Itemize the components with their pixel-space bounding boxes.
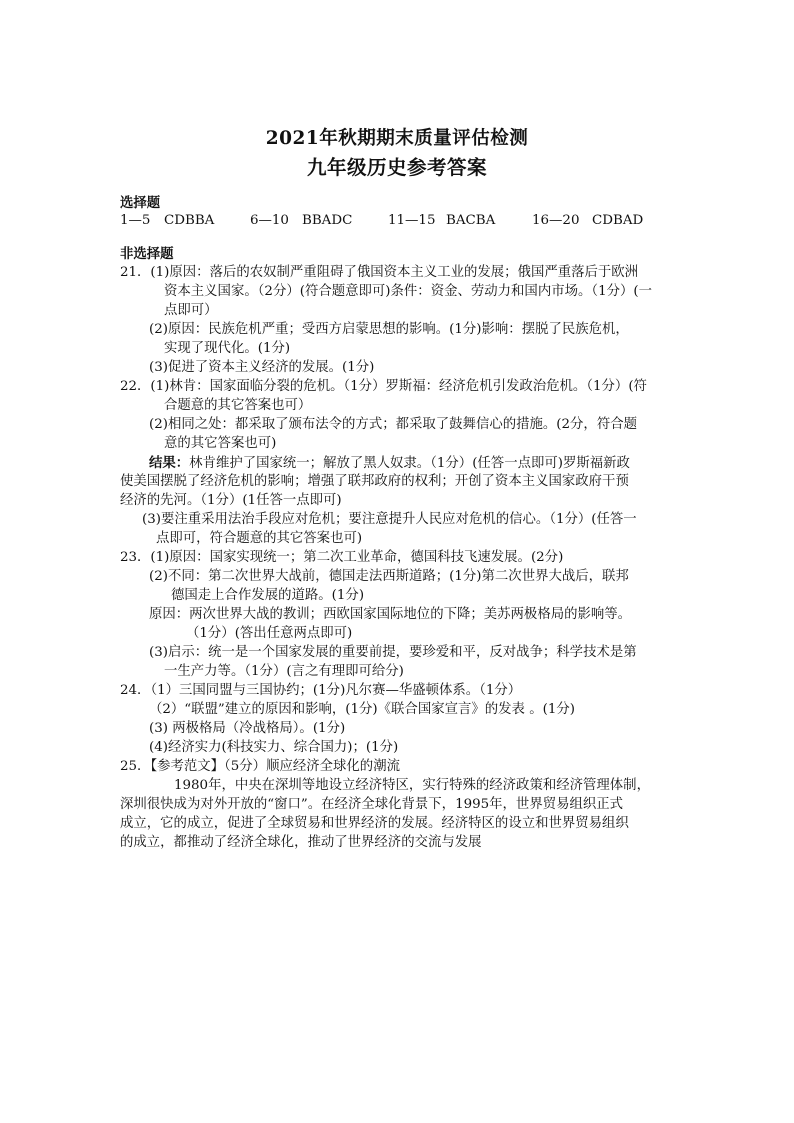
answer-line: 合题意的其它答案也可）: [164, 398, 312, 413]
answer-line: (2)不同：第二次世界大战前，德国走法西斯道路；(1分)第二次世界大战后，联邦: [149, 569, 629, 584]
answer-line: 德国走上合作发展的道路。(1分): [171, 588, 365, 603]
answer-range: 1—5: [120, 213, 151, 228]
answer-line: 点即可，符合题意的其它答案也可): [156, 531, 363, 546]
section-heading-choice: 选择题: [120, 195, 161, 211]
answer-range: 16—20: [532, 213, 580, 228]
answer-line: (4)经济实力(科技实力、综合国力)；(1分): [149, 740, 399, 755]
page-subtitle: 九年级历史参考答案: [306, 156, 487, 179]
answer-line: 22．(1)林肯：国家面临分裂的危机。（1分）罗斯福：经济危机引发政治危机。（1分）(符: [120, 379, 647, 394]
answer-line: 一生产力等。（1分）(言之有理即可给分): [164, 664, 404, 679]
answer-line: (3)要注重采用法治手段应对危机；要注意提升人民应对危机的信心。（1分）(任答一: [142, 512, 637, 527]
answer-line-result: [149, 454, 630, 473]
answer-line: 25．【参考范文】（5分）顺应经济全球化的潮流: [120, 759, 400, 774]
answer-range: 11—15: [388, 213, 436, 228]
answer-line: （1分）(答出任意两点即可): [186, 626, 353, 641]
answer-line-text: 林肯维护了国家统一；解放了黑人奴隶。（1分）(任答一点即可)罗斯福新政: [189, 456, 630, 471]
answer-line: 深圳很快成为对外开放的“窗口”。在经济全球化背景下，1995年，世界贸易组织正式: [120, 797, 624, 812]
answer-line: 点即可）: [164, 303, 218, 318]
answer-letters: CDBBA: [164, 213, 215, 228]
answer-line: 意的其它答案也可): [164, 436, 277, 451]
answer-line: 原因：两次世界大战的教训；西欧国家国际地位的下降；美苏两极格局的影响等。: [149, 607, 632, 622]
answer-line: (2)原因：民族危机严重；受西方启蒙思想的影响。(1分)影响：摆脱了民族危机，: [149, 322, 629, 337]
section-heading-nonchoice: 非选择题: [120, 246, 174, 262]
answer-line: （2）“联盟”建立的原因和影响，(1分)《联合国家宣言》的发表 。(1分): [149, 702, 575, 717]
answer-letters: BBADC: [302, 213, 353, 228]
answer-letters: BACBA: [446, 213, 496, 228]
answer-line: 资本主义国家。（2分）(符合题意即可)条件：资金、劳动力和国内市场。（1分）(一: [164, 284, 652, 299]
answer-range: 6—10: [250, 213, 289, 228]
answer-line: (3)促进了资本主义经济的发展。(1分): [149, 360, 375, 375]
answer-line: (3)启示：统一是一个国家发展的重要前提，要珍爱和平，反对战争；科学技术是第: [149, 645, 637, 660]
page-title: 2021年秋期期末质量评估检测: [265, 128, 529, 149]
answer-line: (2)相同之处：都采取了颁布法令的方式；都采取了鼓舞信心的措施。(2分，符合题: [149, 417, 637, 432]
answer-line: 23．(1)原因：国家实现统一；第二次工业革命，德国科技飞速发展。(2分): [120, 550, 564, 565]
answer-line: 21．(1)原因：落后的农奴制严重阻碍了俄国资本主义工业的发展；俄国严重落后于欧洲: [120, 265, 639, 280]
answer-letters: CDBAD: [592, 213, 644, 228]
answer-line: 成立，它的成立，促进了全球贸易和世界经济的发展。经济特区的设立和世界贸易组织: [120, 816, 629, 831]
answer-line: 使美国摆脱了经济危机的影响；增强了联邦政府的权利；开创了资本主义国家政府干预: [120, 474, 629, 489]
answer-line: 24．（1）三国同盟与三国协约；(1分)凡尔赛—华盛顿体系。（1分）: [120, 683, 522, 698]
result-label: 结果：: [149, 455, 190, 471]
choice-answers-row: [120, 212, 643, 230]
answer-line: 实现了现代化。(1分): [164, 341, 291, 356]
answer-line: 的成立，都推动了经济全球化，推动了世界经济的交流与发展: [120, 835, 482, 850]
answer-line: 经济的先河。（1分）(1任答一点即可): [120, 493, 342, 508]
answer-line: (3) 两极格局（冷战格局）。(1分): [149, 721, 346, 736]
answer-line: 1980年，中央在深圳等地设立经济特区，实行特殊的经济政策和经济管理体制，: [174, 778, 650, 793]
